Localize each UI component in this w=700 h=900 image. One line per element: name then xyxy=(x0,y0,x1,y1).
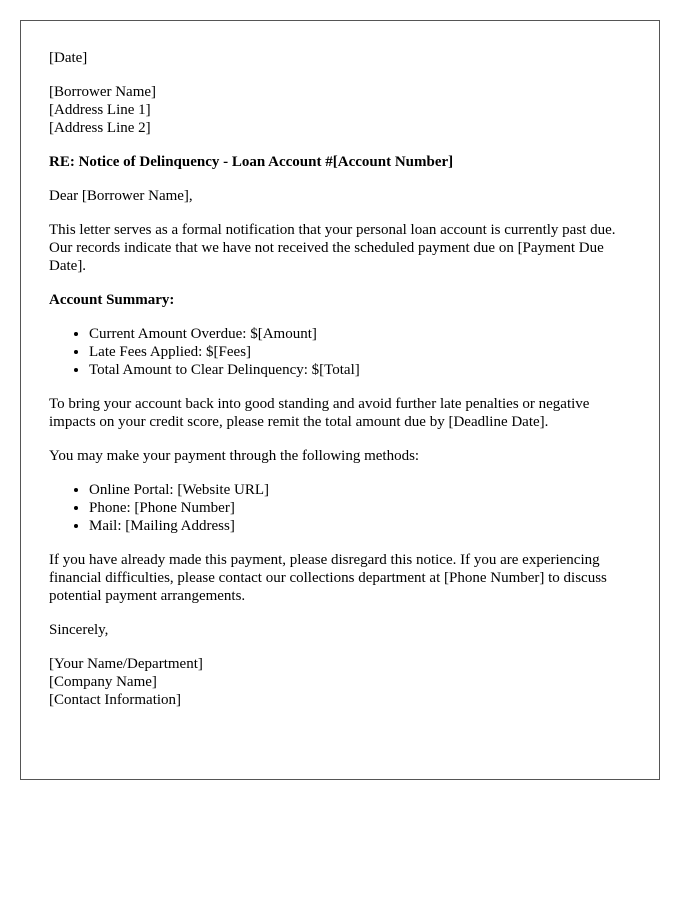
summary-item-total-amount: • Total Amount to Clear Delinquency: $[Total] xyxy=(89,361,639,379)
signature-block xyxy=(49,655,639,709)
summary-item-late-fees: • Late Fees Applied: $[Fees] xyxy=(89,343,639,361)
recipient-address-line-2: [Address Line 2] xyxy=(49,120,151,136)
remit-paragraph: To bring your account back into good standing and avoid further late penalties or negative impacts on your credit score, please remit the total amount due by [Deadline Date]. xyxy=(49,396,590,430)
recipient-address-line-1: [Address Line 1] xyxy=(49,102,151,118)
summary-item-amount-overdue: • Current Amount Overdue: $[Amount] xyxy=(89,325,639,343)
letter-salutation: Dear [Borrower Name], xyxy=(49,188,193,204)
account-summary-list xyxy=(49,325,639,379)
payment-methods-list xyxy=(49,481,639,535)
signature-contact: [Contact Information] xyxy=(49,692,182,708)
letter-subject: RE: Notice of Delinquency - Loan Account #[Account Number] xyxy=(49,154,454,170)
letter-page xyxy=(20,20,660,780)
intro-paragraph: This letter serves as a formal notification that your personal loan account is currently past due. Our records indicate that we have not received the scheduled payment due on [Payment Due Date]. xyxy=(49,222,616,274)
letter-body xyxy=(49,49,639,725)
signature-name: [Your Name/Department] xyxy=(49,656,203,672)
signature-company: [Company Name] xyxy=(49,674,157,690)
payment-methods-intro: You may make your payment through the following methods: xyxy=(49,448,420,464)
closing-paragraph: If you have already made this payment, please disregard this notice. If you are experiencing financial difficulties, please contact our collections department at [Phone Number] to discuss potential payment arrangements. xyxy=(49,552,607,604)
letter-date: [Date] xyxy=(49,50,88,66)
account-summary-heading: Account Summary: xyxy=(49,292,175,308)
recipient-name: [Borrower Name] xyxy=(49,84,157,100)
recipient-address-block xyxy=(49,83,639,137)
payment-method-phone: • Phone: [Phone Number] xyxy=(89,499,639,517)
letter-signoff: Sincerely, xyxy=(49,622,109,638)
payment-method-mail: • Mail: [Mailing Address] xyxy=(89,517,639,535)
payment-method-online-portal: • Online Portal: [Website URL] xyxy=(89,481,639,499)
